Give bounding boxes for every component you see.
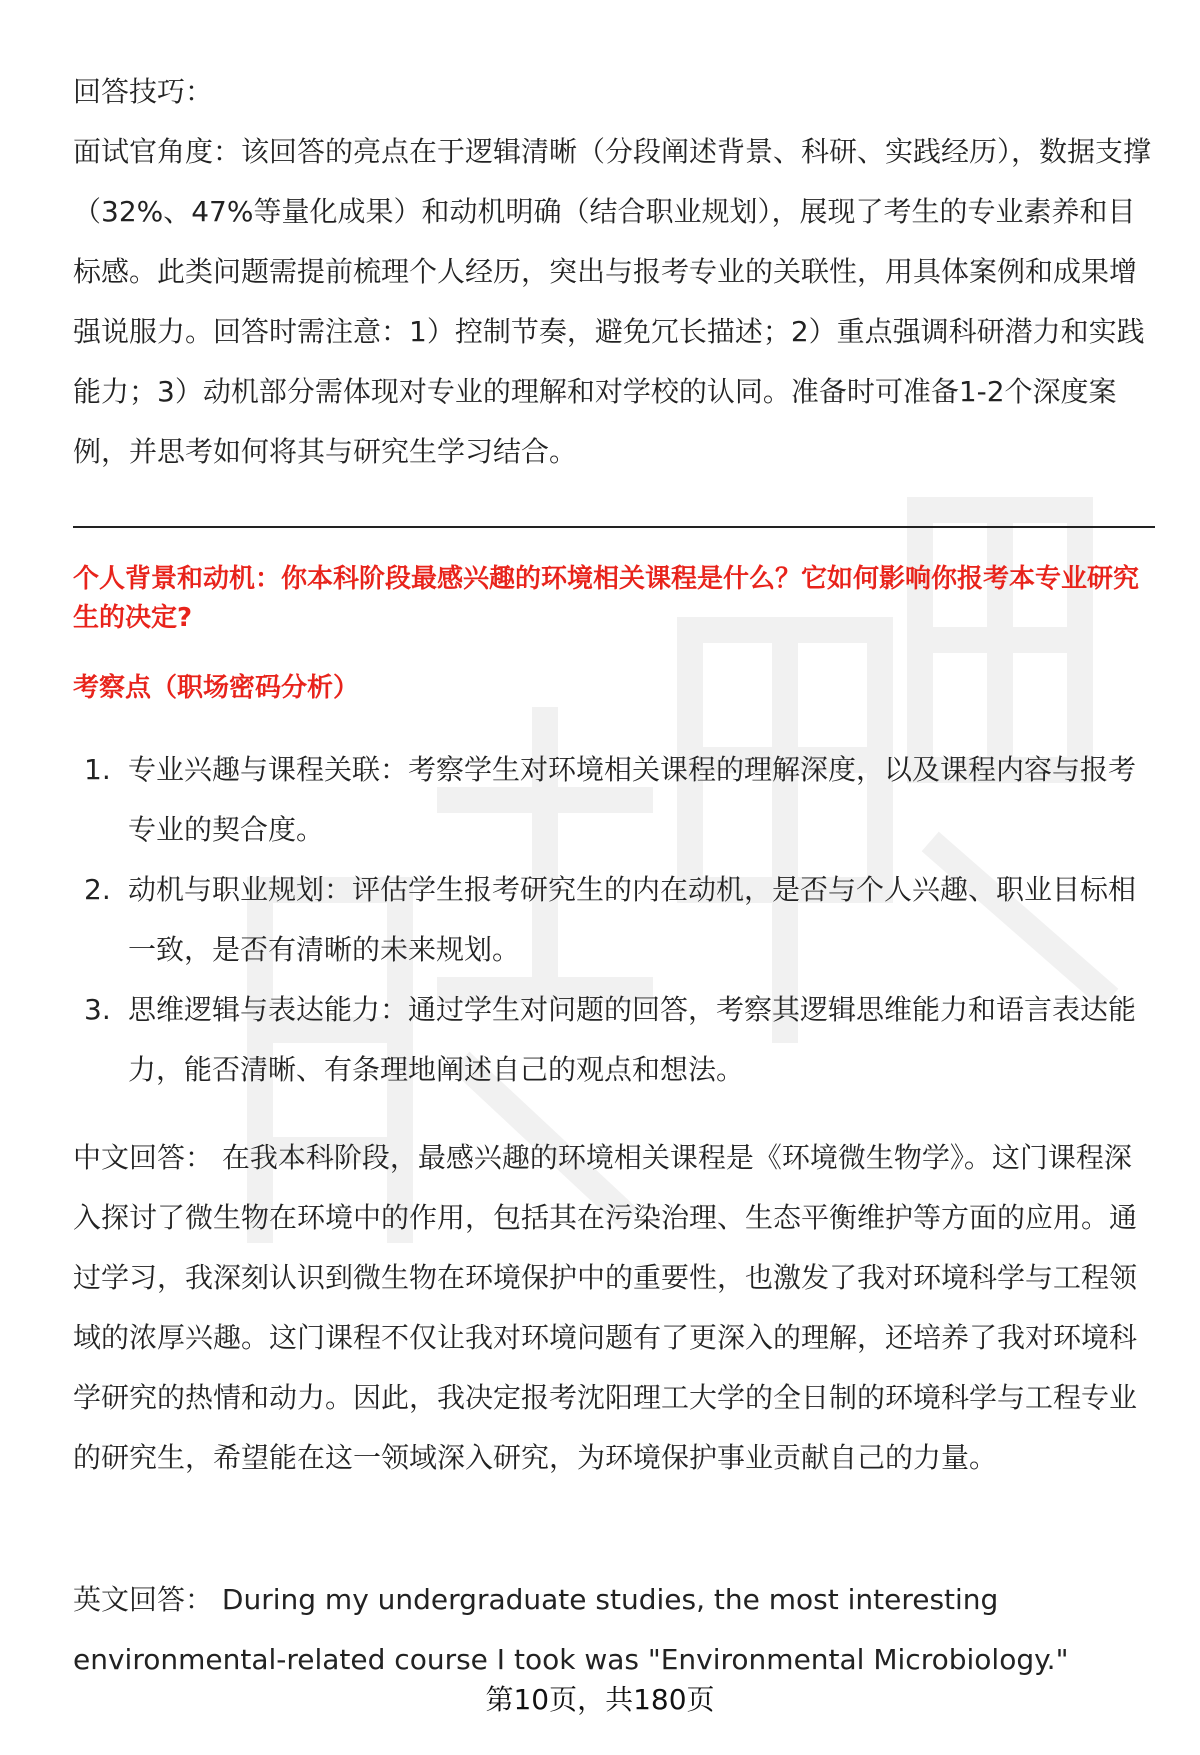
answer-tips-body: 面试官角度：该回答的亮点在于逻辑清晰（分段阐述背景、科研、实践经历），数据支撑（32%、47%等量化成果）和动机明确（结合职业规划），展现了考生的专业素养和目标感。此类问题需提前梳理个人经历，突出与报考专业的关联性，用具体案例和成果增强说服力。回答时需注意：1）控制节奏，避免冗长描述；2）重点强调科研潜力和实践能力；3）动机部分需体现对专业的理解和对学校的认同。准备时可准备1-2个深度案例，并思考如何将其与研究生学习结合。 <box>73 135 1152 468</box>
point-number: 1. <box>84 753 111 786</box>
question-title: 个人背景和动机：你本科阶段最感兴趣的环境相关课程是什么？它如何影响你报考本专业研究生的决定? <box>73 564 1140 633</box>
assessment-point <box>73 740 1153 860</box>
assessment-heading: 考察点（职场密码分析） <box>73 673 360 703</box>
english-answer: 英文回答： During my undergraduate studies, the most interesting environmental-related course I took was "Environmental Microbiology." <box>73 1583 1069 1676</box>
answer-tips-label: 回答技巧： <box>73 75 214 108</box>
point-number: 2. <box>84 873 111 906</box>
chinese-answer: 中文回答： 在我本科阶段，最感兴趣的环境相关课程是《环境微生物学》。这门课程深入探讨了微生物在环境中的作用，包括其在污染治理、生态平衡维护等方面的应用。通过学习，我深刻认识到微生物在环境保护中的重要性，也激发了我对环境科学与工程领域的浓厚兴趣。这门课程不仅让我对环境问题有了更深入的理解，还培养了我对环境科学研究的热情和动力。因此，我决定报考沈阳理工大学的全日制的环境科学与工程专业的研究生，希望能在这一领域深入研究，为环境保护事业贡献自己的力量。 <box>73 1141 1138 1474</box>
assessment-point <box>73 980 1153 1100</box>
point-text: 动机与职业规划：评估学生报考研究生的内在动机，是否与个人兴趣、职业目标相一致，是否有清晰的未来规划。 <box>128 873 1137 966</box>
point-number: 3. <box>84 993 111 1026</box>
point-text: 思维逻辑与表达能力：通过学生对问题的回答，考察其逻辑思维能力和语言表达能力，能否清晰、有条理地阐述自己的观点和想法。 <box>128 993 1137 1086</box>
assessment-points-list <box>73 740 1153 1100</box>
point-text: 专业兴趣与课程关联：考察学生对环境相关课程的理解深度，以及课程内容与报考专业的契合度。 <box>128 753 1137 846</box>
section-divider <box>73 526 1155 528</box>
page-number-footer: 第10页，共180页 <box>485 1683 715 1716</box>
assessment-point <box>73 860 1153 980</box>
